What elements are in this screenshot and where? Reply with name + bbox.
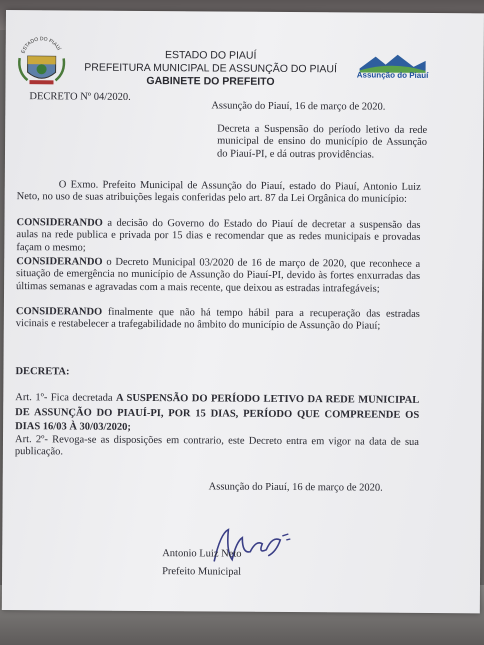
state-name: ESTADO DO PIAUÍ: [164, 49, 257, 62]
office-name: GABINETE DO PREFEITO: [146, 74, 275, 88]
article-1: [15, 391, 419, 437]
decree-number: DECRETO Nº 04/2020.: [29, 91, 131, 103]
municipality-logo-text: Assunção do Piauí: [356, 70, 429, 80]
signer-title: Prefeito Municipal: [162, 566, 242, 578]
considerando-3: [16, 306, 420, 334]
considerando-3-text: finalmente que não há tempo hábil para a recuperação das estradas vicinais e restabelecer a trafegabilidade no âmbito do município de Assunção do Piauí;: [15, 306, 420, 333]
article-1-prefix: Art. 1º- Fica decretada: [15, 392, 117, 404]
considerando-3-label: CONSIDERANDO: [15, 306, 103, 318]
svg-text:ESTADO DO PIAUÍ: ESTADO DO PIAUÍ: [20, 36, 62, 55]
considerando-1: [16, 217, 420, 257]
document-page: [2, 10, 484, 613]
article-1-bold: A SUSPENSÃO DO PERÍODO LETIVO DA REDE MUNICIPAL DE ASSUNÇÃO DO PIAUÍ-PI, POR 15 DIAS, PERÍODO QUE COMPREENDE OS DIAS 16/03 À 30/03/2020;: [15, 392, 420, 433]
considerando-2-text: o Decreto Municipal 03/2020 de 16 de março de 2020, que reconhece a situação de emergência no município de Assunção do Piauí-PI, devido às fortes enxurradas das últimas semanas e agravadas com a mais recente, que deixou as estradas intrafegáveis;: [16, 256, 421, 295]
decree-date-bottom: Assunção do Piauí, 16 de março de 2020.: [208, 481, 383, 494]
decree-ementa: Decreta a Suspensão do período letivo da rede municipal de ensino do município de Assunção do Piauí-PI, e dá outras providências.: [216, 123, 428, 161]
prefecture-name: PREFEITURA MUNICIPAL DE ASSUNÇÃO DO PIAUÍ: [84, 61, 337, 76]
municipal-crest-icon: [15, 36, 67, 88]
letterhead: [65, 48, 355, 89]
decree-date-top: Assunção do Piauí, 16 de março de 2020.: [211, 100, 386, 113]
considerando-2: [16, 256, 420, 296]
handwritten-signature: [206, 521, 296, 570]
decreta-heading: DECRETA:: [15, 366, 70, 378]
municipality-logo-icon: [355, 50, 429, 87]
signer-name: Antonio Luiz Neto: [162, 548, 242, 560]
considerando-1-label: CONSIDERANDO: [16, 217, 103, 229]
article-2: Art. 2º- Revoga-se as disposições em contrario, este Decreto entra em vigor na data de sua publicação.: [14, 434, 420, 458]
considerando-1-text: a decisão do Governo do Estado do Piauí de decretar a suspensão das aulas na rede publica e privada por 15 dias e recomendar que as redes municipais e provadas façam o mesmo;: [16, 217, 421, 254]
decree-intro: O Exmo. Prefeito Municipal de Assunção do Piauí, estado do Piauí, Antonio Luiz Neto, no uso de suas atribuições legais conferidas pelo art. 87 da Lei Orgânica do município:: [16, 179, 421, 206]
considerando-2-label: CONSIDERANDO: [16, 256, 103, 268]
